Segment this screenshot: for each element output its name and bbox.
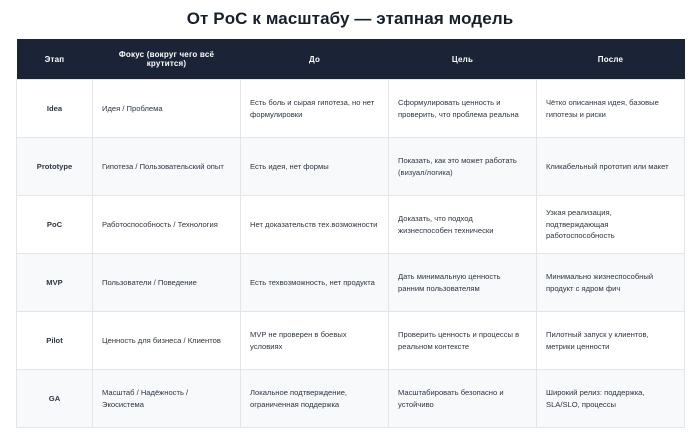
column-header-goal: Цель xyxy=(389,39,537,80)
table-body xyxy=(17,80,685,428)
cell-goal: Доказать, что подход жизнеспособен технически xyxy=(389,196,537,254)
page-title: От PoC к масштабу — этапная модель xyxy=(186,9,514,28)
cell-focus: Гипотеза / Пользовательский опыт xyxy=(93,138,241,196)
table-row xyxy=(17,254,685,312)
cell-focus: Работоспособность / Технология xyxy=(93,196,241,254)
cell-stage: Pilot xyxy=(17,312,93,370)
cell-stage: Idea xyxy=(17,80,93,138)
table-row xyxy=(17,312,685,370)
cell-goal: Масштабировать безопасно и устойчиво xyxy=(389,370,537,428)
cell-before: MVP не проверен в боевых условиях xyxy=(241,312,389,370)
cell-stage: MVP xyxy=(17,254,93,312)
cell-before: Нет доказательств тех.возможности xyxy=(241,196,389,254)
cell-after: Широкий релиз: поддержка, SLA/SLO, процессы xyxy=(537,370,685,428)
cell-goal: Показать, как это может работать (визуал/логика) xyxy=(389,138,537,196)
cell-goal: Дать минимальную ценность ранним пользователям xyxy=(389,254,537,312)
column-header-focus: Фокус (вокруг чего всё крутится) xyxy=(93,39,241,80)
cell-stage: GA xyxy=(17,370,93,428)
column-header-before: До xyxy=(241,39,389,80)
cell-focus: Идея / Проблема xyxy=(93,80,241,138)
cell-before: Есть техвозможность, нет продукта xyxy=(241,254,389,312)
column-header-stage: Этап xyxy=(17,39,93,80)
column-header-after: После xyxy=(537,39,685,80)
cell-before: Локальное подтверждение, ограниченная поддержка xyxy=(241,370,389,428)
cell-stage: Prototype xyxy=(17,138,93,196)
stage-model-table xyxy=(16,39,685,428)
cell-goal: Проверить ценность и процессы в реальном контексте xyxy=(389,312,537,370)
cell-after: Пилотный запуск у клиентов, метрики ценности xyxy=(537,312,685,370)
table-header xyxy=(17,39,685,80)
table-row xyxy=(17,370,685,428)
cell-before: Есть боль и сырая гипотеза, но нет формулировки xyxy=(241,80,389,138)
cell-focus: Пользователи / Поведение xyxy=(93,254,241,312)
cell-after: Кликабельный прототип или макет xyxy=(537,138,685,196)
cell-before: Есть идея, нет формы xyxy=(241,138,389,196)
table-row xyxy=(17,196,685,254)
cell-focus: Ценность для бизнеса / Клиентов xyxy=(93,312,241,370)
table-row xyxy=(17,138,685,196)
cell-after: Минимально жизнеспособный продукт с ядром фич xyxy=(537,254,685,312)
cell-after: Чётко описанная идея, базовые гипотезы и риски xyxy=(537,80,685,138)
cell-stage: PoC xyxy=(17,196,93,254)
cell-after: Узкая реализация, подтверждающая работоспособность xyxy=(537,196,685,254)
cell-goal: Сформулировать ценность и проверить, что проблема реальна xyxy=(389,80,537,138)
table-header-row xyxy=(17,39,685,80)
cell-focus: Масштаб / Надёжность / Экосистема xyxy=(93,370,241,428)
table-row xyxy=(17,80,685,138)
